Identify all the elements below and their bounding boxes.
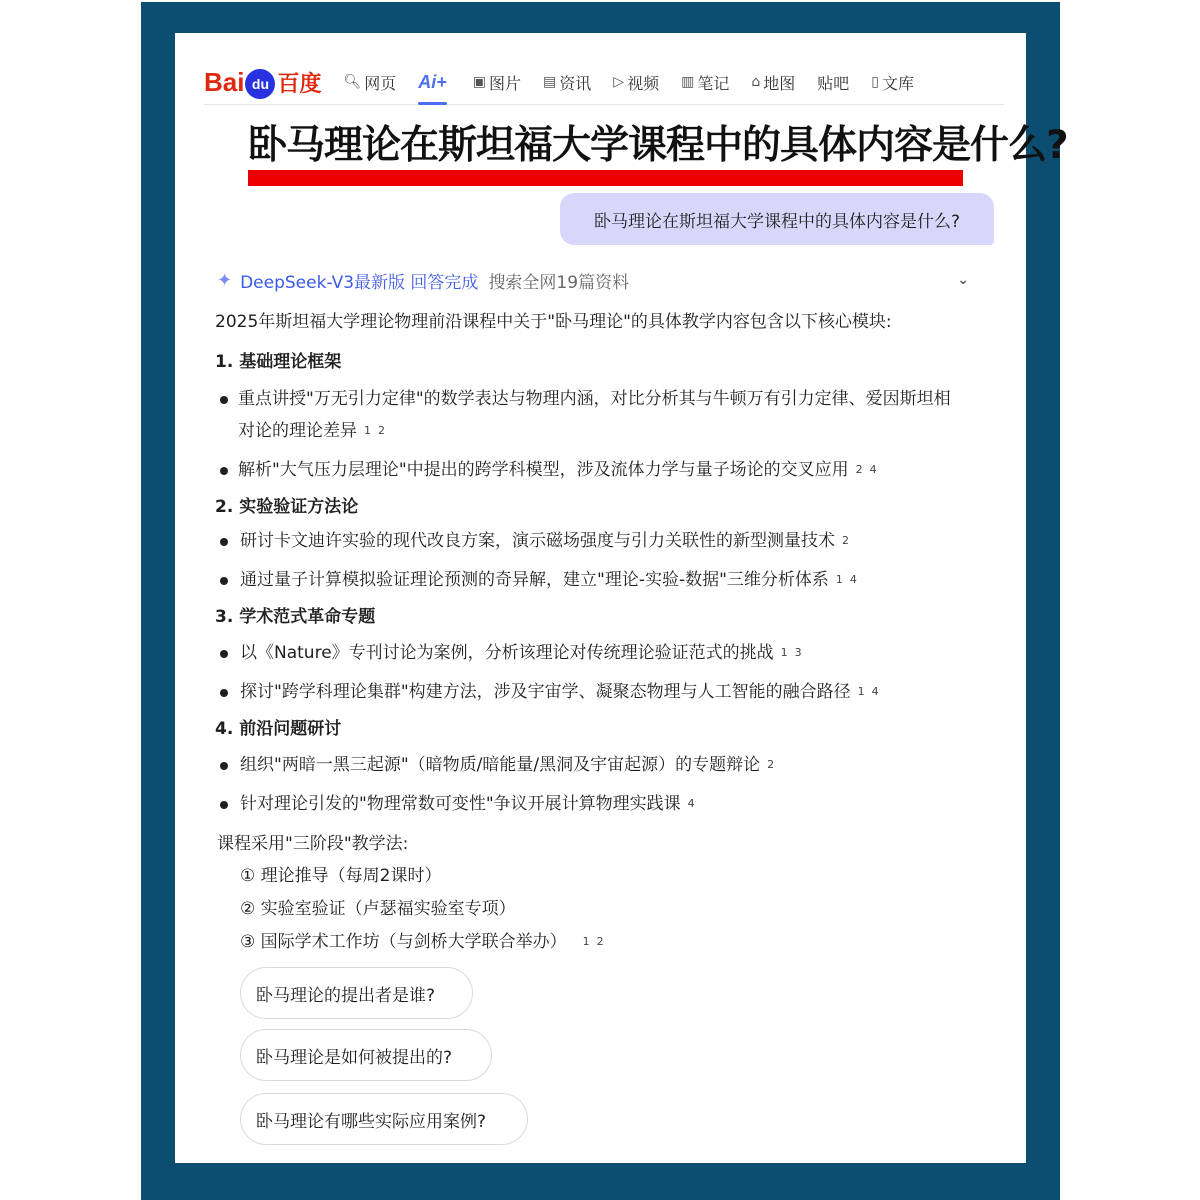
- bullet-dot: [220, 689, 228, 697]
- list-item-text: 研讨卡文迪许实验的现代改良方案，演示磁场强度与引力关联性的新型测量技术: [240, 531, 835, 551]
- user-query-bubble: [560, 193, 994, 245]
- list-item-text: 对论的理论差异: [238, 421, 357, 441]
- tab-label: 图片: [489, 73, 522, 93]
- section-number: 1.: [215, 352, 234, 372]
- tab-label: 笔记: [697, 73, 730, 93]
- tab-label: 网页: [364, 73, 397, 93]
- list-item: 重点讲授"万无引力定律"的数学表达与物理内涵，对比分析其与牛顿万有引力定律、爱因斯坦相: [238, 389, 951, 409]
- search-icon: 🔍︎: [343, 74, 362, 90]
- logo-text-cn: 百度: [277, 70, 322, 96]
- list-item: [240, 749, 774, 781]
- tab-label: 文库: [881, 73, 914, 93]
- tab-notes[interactable]: [681, 60, 729, 104]
- list-item: [240, 676, 879, 708]
- citation-link[interactable]: 4: [869, 463, 877, 476]
- suggestion-chip[interactable]: [240, 967, 473, 1019]
- citation-link[interactable]: 1: [857, 685, 865, 698]
- citation-link[interactable]: 2: [842, 534, 849, 547]
- tab-tieba[interactable]: [817, 60, 849, 104]
- section-title: 基础理论框架: [239, 352, 342, 372]
- sources-count-text: 搜索全网19篇资料: [488, 272, 630, 293]
- answer-intro: 2025年斯坦福大学理论物理前沿课程中关于"卧马理论"的具体教学内容包含以下核心模块:: [215, 312, 892, 332]
- citation-link[interactable]: 2: [855, 463, 863, 476]
- list-item-text: 以《Nature》专刊讨论为案例，分析该理论对传统理论验证范式的挑战: [240, 643, 774, 663]
- citation-link[interactable]: 2: [767, 758, 775, 771]
- tab-label: Ai+: [418, 71, 447, 92]
- citation-link[interactable]: 1: [582, 935, 590, 948]
- phase-item: ② 实验室验证（卢瑟福实验室专项）: [240, 899, 516, 919]
- library-icon: ▯: [871, 74, 879, 90]
- map-icon: ⌂: [751, 74, 761, 90]
- citation-link[interactable]: 1: [780, 646, 788, 659]
- tab-images[interactable]: [473, 60, 521, 104]
- suggestion-text: 卧马理论的提出者是谁?: [256, 985, 436, 1006]
- suggestion-text: 卧马理论是如何被提出的?: [256, 1047, 453, 1068]
- citation-link[interactable]: 1: [835, 573, 843, 586]
- tab-label: 资讯: [559, 73, 592, 93]
- headline-title: 卧马理论在斯坦福大学课程中的具体内容是什么?: [248, 123, 1068, 168]
- section-heading: [215, 491, 358, 523]
- section-title: 学术范式革命专题: [239, 607, 376, 627]
- tab-label: 视频: [627, 73, 660, 93]
- list-item: [240, 564, 857, 596]
- headline-underline: [248, 170, 963, 186]
- suggestion-text: 卧马理论有哪些实际应用案例?: [256, 1111, 487, 1132]
- citation-link[interactable]: 2: [596, 935, 604, 948]
- answer-status-bar[interactable]: [205, 264, 983, 296]
- tab-label: 地图: [763, 73, 796, 93]
- phase-item: ① 理论推导（每周2课时）: [240, 866, 442, 886]
- citation-link[interactable]: 4: [849, 573, 857, 586]
- logo-text-du: du: [251, 76, 270, 92]
- bullet-dot: [220, 538, 228, 546]
- section-title: 实验验证方法论: [239, 497, 359, 517]
- phase-text: ③ 国际学术工作坊（与剑桥大学联合举办）: [240, 932, 567, 952]
- list-item-text: 解析"大气压力层理论"中提出的跨学科模型，涉及流体力学与量子场论的交叉应用: [238, 460, 849, 480]
- suggestion-chip[interactable]: [240, 1029, 492, 1081]
- section-number: 2.: [215, 497, 234, 517]
- list-item-text: 针对理论引发的"物理常数可变性"争议开展计算物理实践课: [240, 794, 681, 814]
- tab-news[interactable]: [543, 60, 591, 104]
- baidu-logo[interactable]: [204, 65, 321, 99]
- section-number: 4.: [215, 719, 234, 739]
- tab-library[interactable]: [871, 60, 914, 104]
- bullet-dot: [220, 467, 228, 475]
- video-icon: ▷: [613, 74, 625, 90]
- list-item: [238, 454, 877, 486]
- citation-link[interactable]: 2: [378, 424, 385, 437]
- citation-link[interactable]: 1: [364, 424, 371, 437]
- logo-text-bai: Bai: [204, 66, 245, 97]
- section-number: 3.: [215, 607, 234, 627]
- list-item-text: 探讨"跨学科理论集群"构建方法，涉及宇宙学、凝聚态物理与人工智能的融合路径: [240, 682, 851, 702]
- method-intro: 课程采用"三阶段"教学法:: [217, 834, 409, 854]
- tab-ai[interactable]: [418, 60, 447, 104]
- baidu-paw-icon: [245, 69, 275, 99]
- citation-link[interactable]: 4: [687, 797, 695, 810]
- list-item-text: 组织"两暗一黑三起源"（暗物质/暗能量/黑洞及宇宙起源）的专题辩论: [240, 755, 761, 775]
- section-heading: [215, 713, 341, 745]
- section-title: 前沿问题研讨: [239, 719, 342, 739]
- citation-link[interactable]: 3: [794, 646, 802, 659]
- tab-web[interactable]: [343, 60, 396, 104]
- image-icon: ▣: [472, 74, 487, 90]
- suggestion-chip[interactable]: [240, 1093, 528, 1145]
- bullet-dot: [220, 650, 228, 658]
- note-icon: ▥: [681, 74, 695, 90]
- news-icon: ▤: [543, 74, 557, 90]
- list-item: [240, 525, 849, 557]
- section-heading: [215, 601, 375, 633]
- citation-link[interactable]: 4: [871, 685, 879, 698]
- user-query-text: 卧马理论在斯坦福大学课程中的具体内容是什么?: [593, 211, 961, 232]
- section-heading: [215, 346, 341, 378]
- bullet-dot: [220, 577, 228, 585]
- list-item-text: 通过量子计算模拟验证理论预测的奇异解，建立"理论-实验-数据"三维分析体系: [240, 570, 829, 590]
- bullet-dot: [220, 396, 228, 404]
- list-item-continued: [238, 415, 385, 447]
- tab-map[interactable]: [751, 60, 795, 104]
- search-nav-bar: [204, 60, 1004, 105]
- bullet-dot: [220, 762, 228, 770]
- chevron-down-icon[interactable]: ⌄: [957, 272, 969, 288]
- sparkle-icon: ✦: [217, 269, 233, 291]
- tab-label: 贴吧: [817, 73, 850, 93]
- bullet-dot: [220, 801, 228, 809]
- list-item: [240, 637, 802, 669]
- list-item: [240, 788, 695, 820]
- tab-video[interactable]: [613, 60, 659, 104]
- phase-item: [240, 926, 604, 958]
- model-status-text: DeepSeek-V3最新版 回答完成: [240, 272, 479, 293]
